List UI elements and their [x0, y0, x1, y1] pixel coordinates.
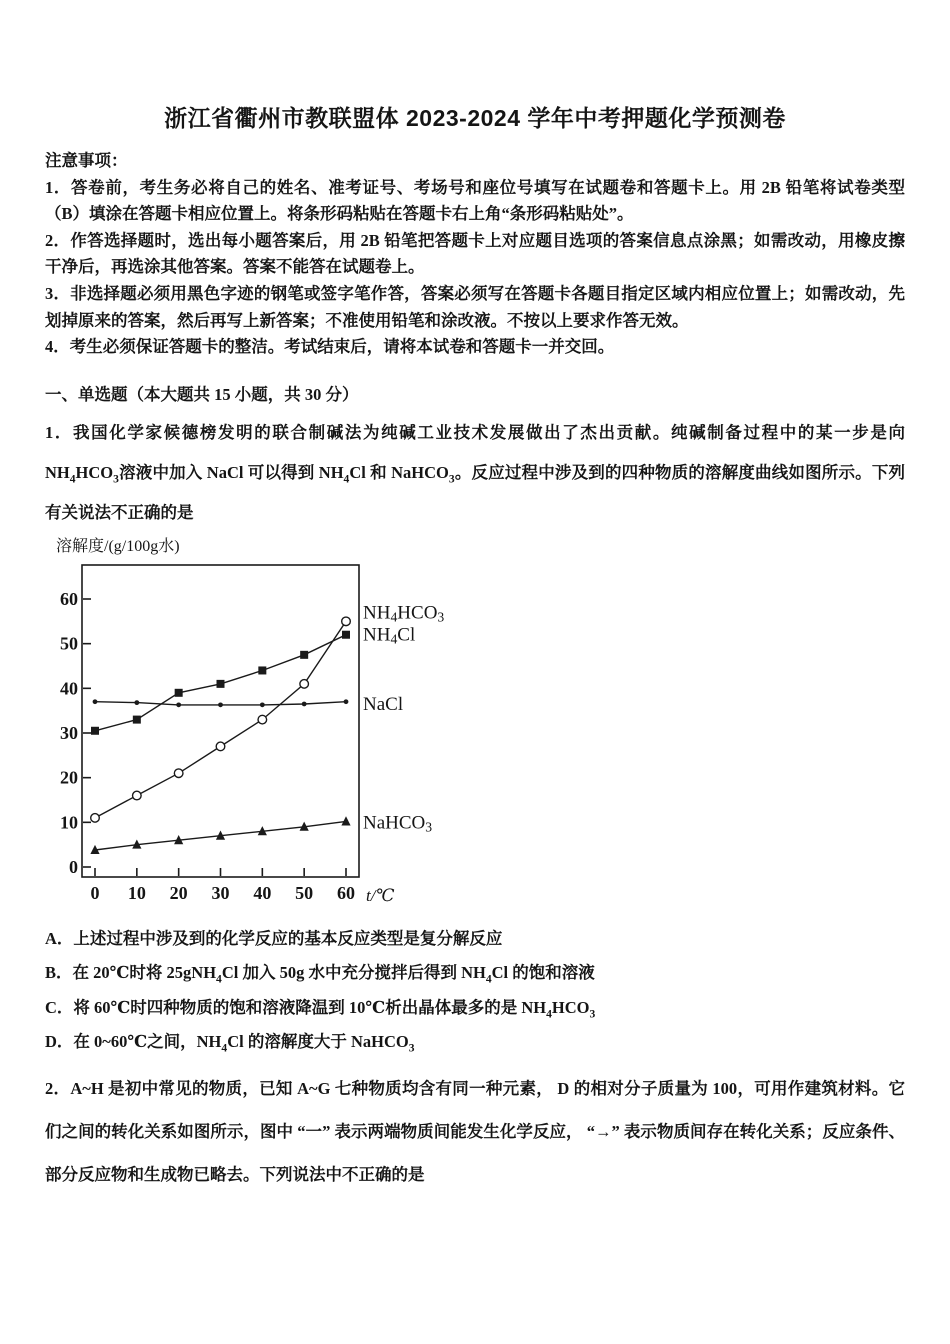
x-tick-label: 40: [253, 882, 272, 903]
marker-NaCl: [218, 702, 223, 707]
x-tick-label: 50: [295, 882, 314, 903]
notice-section: [45, 148, 905, 361]
series-label-NaCl: NaCl: [363, 693, 404, 715]
marker-NH4HCO3: [258, 715, 267, 724]
x-tick-label: 20: [169, 882, 188, 903]
marker-NH4HCO3: [91, 813, 100, 822]
solubility-chart: [53, 535, 905, 913]
marker-NH4HCO3: [174, 769, 183, 778]
marker-NH4Cl: [175, 689, 183, 697]
question-1-option-d: D．在 0~60℃之间，$NH_4Cl$ 的溶解度大于 NaHCO$_3$: [45, 1032, 415, 1055]
page-title: 浙江省衢州市教联盟体 2023-2024 学年中考押题化学预测卷: [164, 105, 786, 131]
y-tick-label: 40: [60, 678, 78, 699]
question-1-option-c: C．将 60℃时四种物质的饱和溶液降温到 10℃析出晶体最多的是 $NH_4HCO_3$: [45, 997, 596, 1021]
marker-NH4Cl: [217, 680, 225, 688]
marker-NaCl: [176, 702, 181, 707]
marker-NaHCO3: [341, 816, 350, 825]
notice-heading: 注意事项：: [45, 151, 128, 170]
series-label-NaHCO3: NaHCO3: [363, 812, 433, 835]
marker-NH4Cl: [133, 715, 141, 723]
x-tick-label: 30: [211, 882, 230, 903]
series-label-NH4HCO3: NH4HCO3: [363, 602, 445, 625]
question-1-option-a: A．上述过程中涉及到的化学反应的基本反应类型是复分解反应: [45, 928, 503, 948]
x-tick-label: 0: [90, 882, 100, 903]
question-1-text: 1．我国化学家候德榜发明的联合制碱法为纯碱工业技术发展做出了杰出贡献。纯碱制备过程中的某一步是向 $NH_4HCO_3$溶液中加入 NaCl 可以得到 $NH_4Cl$ 和 NaHCO$_3$。反应过程中涉及到的四种物质的溶解度曲线如图所示。下列有关说法不正确的是: [45, 422, 906, 522]
question-1-options: [45, 928, 905, 1055]
chart-frame: [82, 565, 359, 877]
x-tick-label: 10: [127, 882, 146, 903]
marker-NH4HCO3: [300, 679, 309, 688]
y-tick-label: 20: [60, 767, 78, 788]
marker-NH4HCO3: [342, 617, 351, 626]
series-label-NH4Cl: NH4Cl: [363, 624, 416, 647]
notice-item-3: 3．非选择题必须用黑色字迹的钢笔或签字笔作答，答案必须写在答题卡各题目指定区域内相应位置上；如需改动，先划掉原来的答案，然后再写上新答案；不准使用铅笔和涂改液。不按以上要求作答无效。: [45, 283, 905, 330]
y-tick-label: 60: [60, 588, 78, 609]
marker-NaCl: [93, 699, 98, 704]
marker-NH4HCO3: [216, 742, 225, 751]
y-tick-label: 0: [69, 856, 78, 877]
y-tick-label: 30: [60, 722, 78, 743]
marker-NH4HCO3: [133, 791, 142, 800]
marker-NH4Cl: [300, 651, 308, 659]
notice-item-2: 2．作答选择题时，选出每小题答案后，用 2B 铅笔把答题卡上对应题目选项的答案信息点涂黑；如需改动，用橡皮擦干净后，再选涂其他答案。答案不能答在试题卷上。: [45, 230, 905, 277]
marker-NH4Cl: [91, 727, 99, 735]
series-line-NH4HCO3: [95, 621, 346, 818]
section-heading: 一、单选题（本大题共 15 小题，共 30 分）: [45, 384, 359, 404]
question-1-option-b: B．在 20℃时将 25gNH$_4$Cl 加入 50g 水中充分搅拌后得到 $NH_4Cl$ 的饱和溶液: [45, 963, 595, 986]
notice-item-4: 4．考生必须保证答题卡的整洁。考试结束后，请将本试卷和答题卡一并交回。: [45, 337, 615, 357]
marker-NH4Cl: [342, 630, 350, 638]
marker-NaCl: [260, 702, 265, 707]
y-axis-label: 溶解度/(g/100g水): [56, 537, 180, 555]
marker-NaCl: [344, 699, 349, 704]
y-tick-label: 10: [60, 812, 78, 833]
marker-NH4Cl: [258, 666, 266, 674]
solubility-chart-svg: [53, 535, 533, 913]
marker-NaCl: [134, 700, 139, 705]
question-2-text: 2．A~H 是初中常见的物质，已知 A~G 七种物质均含有同一种元素， D 的相对分子质量为 100，可用作建筑材料。它们之间的转化关系如图所示，图中 “一” 表示两端物质间能发生化学反应， “→” 表示物质间存在转化关系；反应条件、部分反应物和生成物已略去。下列说法中不正确的是: [45, 1078, 905, 1184]
x-tick-label: 60: [337, 882, 355, 903]
x-axis-label: t/℃: [366, 885, 395, 905]
notice-item-1: 1．答卷前，考生务必将自己的姓名、准考证号、考场号和座位号填写在试题卷和答题卡上。用 2B 铅笔将试卷类型（B）填涂在答题卡相应位置上。将条形码粘贴在答题卡右上角“条形码粘贴处”。: [45, 177, 905, 224]
marker-NaCl: [302, 701, 307, 706]
y-tick-label: 50: [60, 633, 78, 654]
